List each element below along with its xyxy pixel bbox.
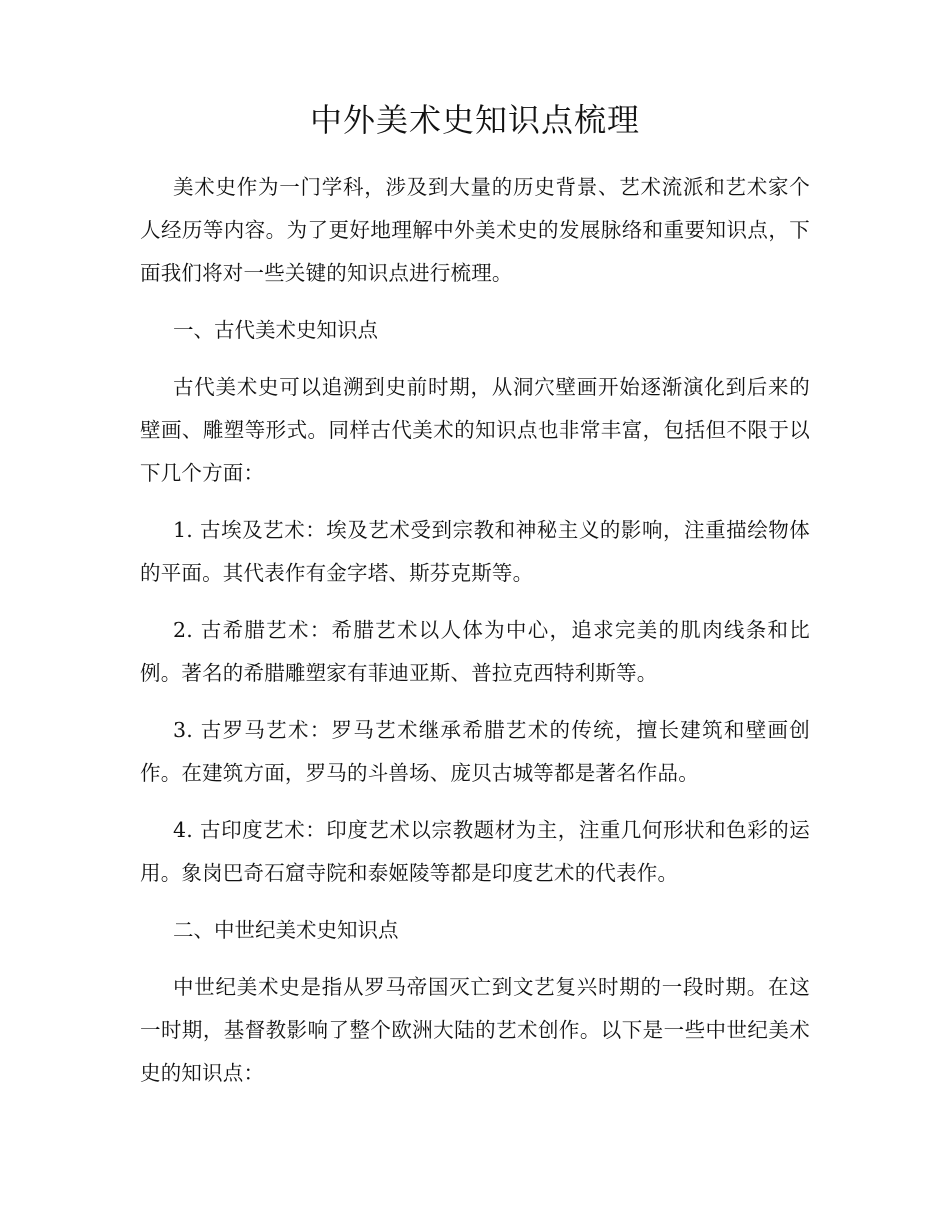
section-heading-medieval: 二、中世纪美术史知识点 bbox=[173, 918, 399, 942]
section-intro-ancient: 古代美术史可以追溯到史前时期，从洞穴壁画开始逐渐演化到后来的壁画、雕塑等形式。同样古代美术的知识点也非常丰富，包括但不限于以下几个方面： bbox=[140, 375, 810, 485]
list-item-greece: 2. 古希腊艺术：希腊艺术以人体为中心，追求完美的肌肉线条和比例。著名的希腊雕塑家有菲迪亚斯、普拉克西特利斯等。 bbox=[140, 618, 810, 685]
intro-paragraph: 美术史作为一门学科，涉及到大量的历史背景、艺术流派和艺术家个人经历等内容。为了更好地理解中外美术史的发展脉络和重要知识点，下面我们将对一些关键的知识点进行梳理。 bbox=[140, 175, 810, 285]
section-intro-medieval: 中世纪美术史是指从罗马帝国灭亡到文艺复兴时期的一段时期。在这一时期，基督教影响了整个欧洲大陆的艺术创作。以下是一些中世纪美术史的知识点： bbox=[140, 975, 810, 1085]
document-body bbox=[140, 166, 810, 1109]
document-title: 中外美术史知识点梳理 bbox=[309, 101, 640, 139]
list-item-rome: 3. 古罗马艺术：罗马艺术继承希腊艺术的传统，擅长建筑和壁画创作。在建筑方面，罗马的斗兽场、庞贝古城等都是著名作品。 bbox=[140, 718, 810, 785]
list-item-egypt: 1. 古埃及艺术：埃及艺术受到宗教和神秘主义的影响，注重描绘物体的平面。其代表作有金字塔、斯芬克斯等。 bbox=[140, 518, 810, 585]
list-item-india: 4. 古印度艺术：印度艺术以宗教题材为主，注重几何形状和色彩的运用。象岗巴奇石窟寺院和泰姬陵等都是印度艺术的代表作。 bbox=[140, 818, 810, 885]
section-heading-ancient: 一、古代美术史知识点 bbox=[173, 318, 378, 342]
